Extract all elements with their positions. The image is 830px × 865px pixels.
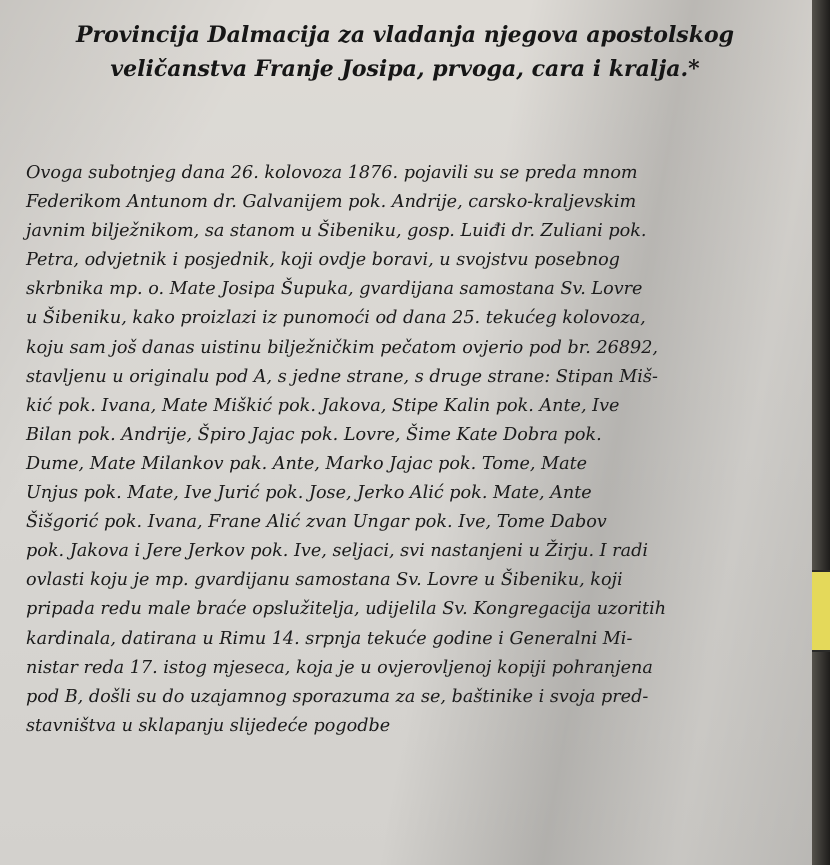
body-line: Dume, Mate Milankov pak. Ante, Marko Jajac pok. Tome, Mate: [26, 453, 588, 474]
body-line: u Šibeniku, kako proizlazi iz punomoći od dana 25. tekućeg kolovoza,: [26, 308, 646, 329]
body-line: Unjus pok. Mate, Ive Jurić pok. Jose, Jerko Alić pok. Mate, Ante: [26, 483, 592, 504]
body-line: Federikom Antunom dr. Galvanijem pok. Andrije, carsko-kraljevskim: [26, 192, 637, 213]
title-line-1: Provincija Dalmacija za vladanja njegova apostolskog: [75, 22, 734, 48]
yellow-page-marker: [812, 570, 830, 652]
body-line: pripada redu male braće opslužitelja, udijelila Sv. Kongregacija uzoritih: [26, 599, 667, 620]
body-line: Šišgorić pok. Ivana, Frane Alić zvan Ungar pok. Ive, Tome Dabov: [26, 512, 607, 533]
body-line: Petra, odvjetnik i posjednik, koji ovdje boravi, u svojstvu posebnog: [26, 250, 620, 271]
body-line: javnim bilježnikom, sa stanom u Šibeniku, gosp. Luiđi dr. Zuliani pok.: [26, 221, 647, 242]
body-line: Ovoga subotnjeg dana 26. kolovoza 1876. pojavili su se preda mnom: [26, 163, 638, 183]
body-line: kić pok. Ivana, Mate Miškić pok. Jakova, Stipe Kalin pok. Ante, Ive: [26, 395, 620, 416]
body-line: pok. Jakova i Jere Jerkov pok. Ive, seljaci, svi nastanjeni u Žirju. I radi: [26, 541, 648, 562]
body-line: koju sam još danas uistinu bilježničkim pečatom ovjerio pod br. 26892,: [26, 337, 659, 358]
page-edge-shadow: [812, 0, 830, 865]
body-line: Bilan pok. Andrije, Špiro Jajac pok. Lovre, Šime Kate Dobra pok.: [26, 424, 602, 445]
body-line: ovlasti koju je mp. gvardijanu samostana Sv. Lovre u Šibeniku, koji: [26, 570, 623, 591]
title-line-2: veličanstva Franje Josipa, prvoga, cara i kralja.*: [110, 56, 700, 82]
document-body: [26, 159, 796, 741]
body-line: nistar reda 17. istog mjeseca, koja je u ovjerovljenoj kopiji pohranjena: [26, 657, 653, 678]
body-line: skrbnika mp. o. Mate Josipa Šupuka, gvardijana samostana Sv. Lovre: [26, 279, 643, 300]
body-line: stavljenu u originalu pod A, s jedne strane, s druge strane: Stipan Miš-: [26, 366, 658, 387]
body-line: stavništva u sklapanju slijedeće pogodbe: [26, 715, 391, 736]
body-line: pod B, došli su do uzajamnog sporazuma za se, baštinike i svoja pred-: [26, 686, 649, 707]
document-title: [40, 18, 770, 86]
body-line: kardinala, datirana u Rimu 14. srpnja tekuće godine i Generalni Mi-: [26, 628, 633, 649]
